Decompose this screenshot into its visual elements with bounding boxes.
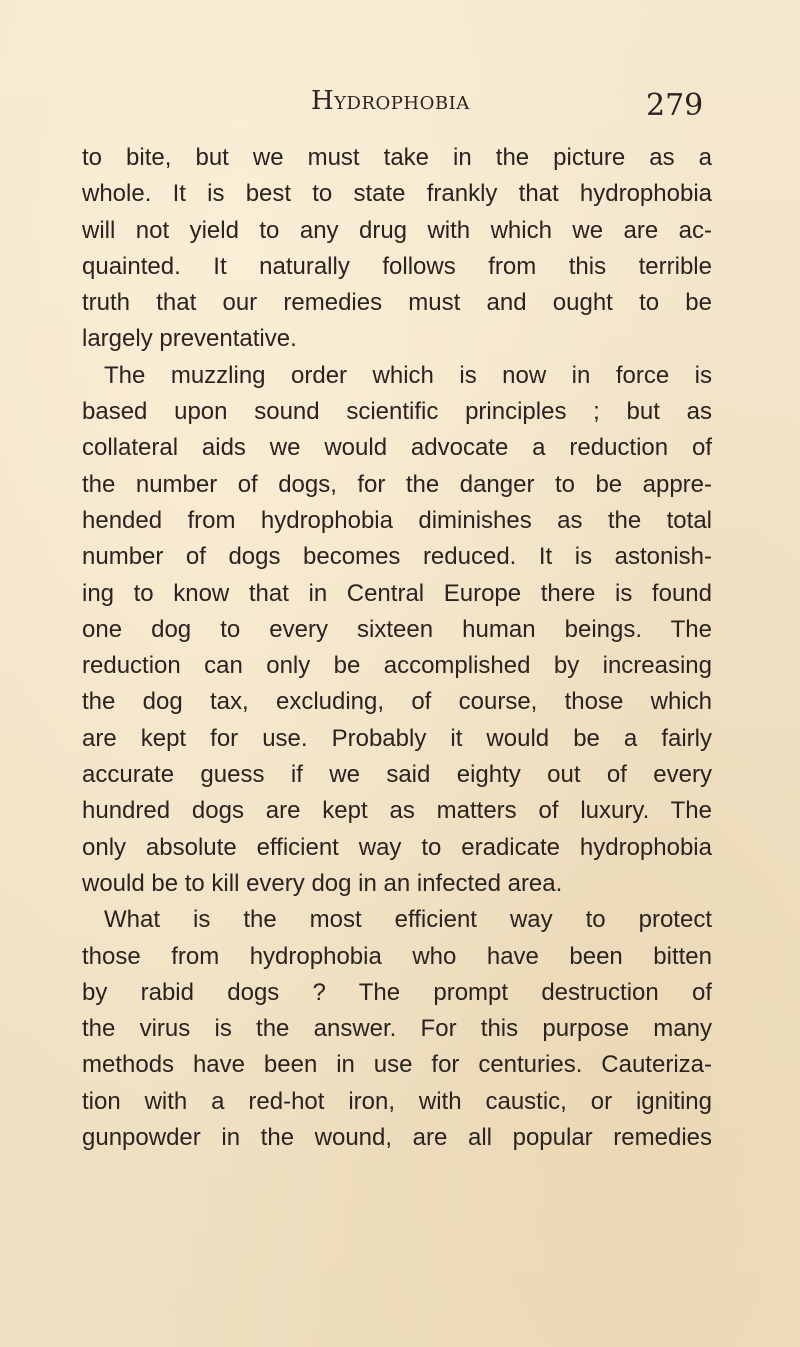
text-line: gunpowder in the wound, are all popular remedies xyxy=(82,1124,712,1152)
text-line: methods have been in use for centuries. Cauteriza- xyxy=(82,1051,712,1079)
running-head xyxy=(0,86,800,122)
text-line: by rabid dogs ? The prompt destruction of xyxy=(82,978,712,1006)
text-line: would be to kill every dog in an infected area. xyxy=(82,869,563,897)
text-line: reduction can only be accomplished by increasing xyxy=(82,652,712,680)
text-line: The muzzling order which is now in force is xyxy=(104,361,712,389)
running-title: Hydrophobia xyxy=(311,86,470,116)
text-line: those from hydrophobia who have been bitten xyxy=(82,942,712,970)
text-line: whole. It is best to state frankly that hydrophobia xyxy=(82,180,712,208)
text-line: collateral aids we would advocate a reduction of xyxy=(82,434,712,462)
text-line: largely preventative. xyxy=(82,325,297,353)
text-line: quainted. It naturally follows from this terrible xyxy=(82,252,712,280)
text-line: to bite, but we must take in the picture as a xyxy=(82,144,712,171)
text-line: hended from hydrophobia diminishes as the total xyxy=(82,506,712,534)
text-line: based upon sound scientific principles ; but as xyxy=(82,398,712,426)
text-line: number of dogs becomes reduced. It is astonish- xyxy=(82,543,712,571)
text-line: truth that our remedies must and ought to be xyxy=(82,289,712,317)
page-number: 279 xyxy=(646,88,704,123)
text-line: the number of dogs, for the danger to be appre- xyxy=(82,470,712,498)
text-line: the dog tax, excluding, of course, those which xyxy=(82,688,712,716)
text-line: the virus is the answer. For this purpose many xyxy=(82,1015,712,1043)
text-line: hundred dogs are kept as matters of luxury. The xyxy=(82,797,712,825)
text-line: What is the most efficient way to protect xyxy=(104,906,712,934)
text-line: will not yield to any drug with which we are ac- xyxy=(82,216,712,244)
text-line: only absolute efficient way to eradicate hydrophobia xyxy=(82,833,712,861)
body-text xyxy=(82,140,712,1156)
text-line: are kept for use. Probably it would be a fairly xyxy=(82,724,712,752)
text-line: ing to know that in Central Europe there is found xyxy=(82,579,712,607)
text-line: tion with a red-hot iron, with caustic, or igniting xyxy=(82,1087,712,1115)
text-line: accurate guess if we said eighty out of every xyxy=(82,761,712,789)
text-line: one dog to every sixteen human beings. The xyxy=(82,615,712,643)
